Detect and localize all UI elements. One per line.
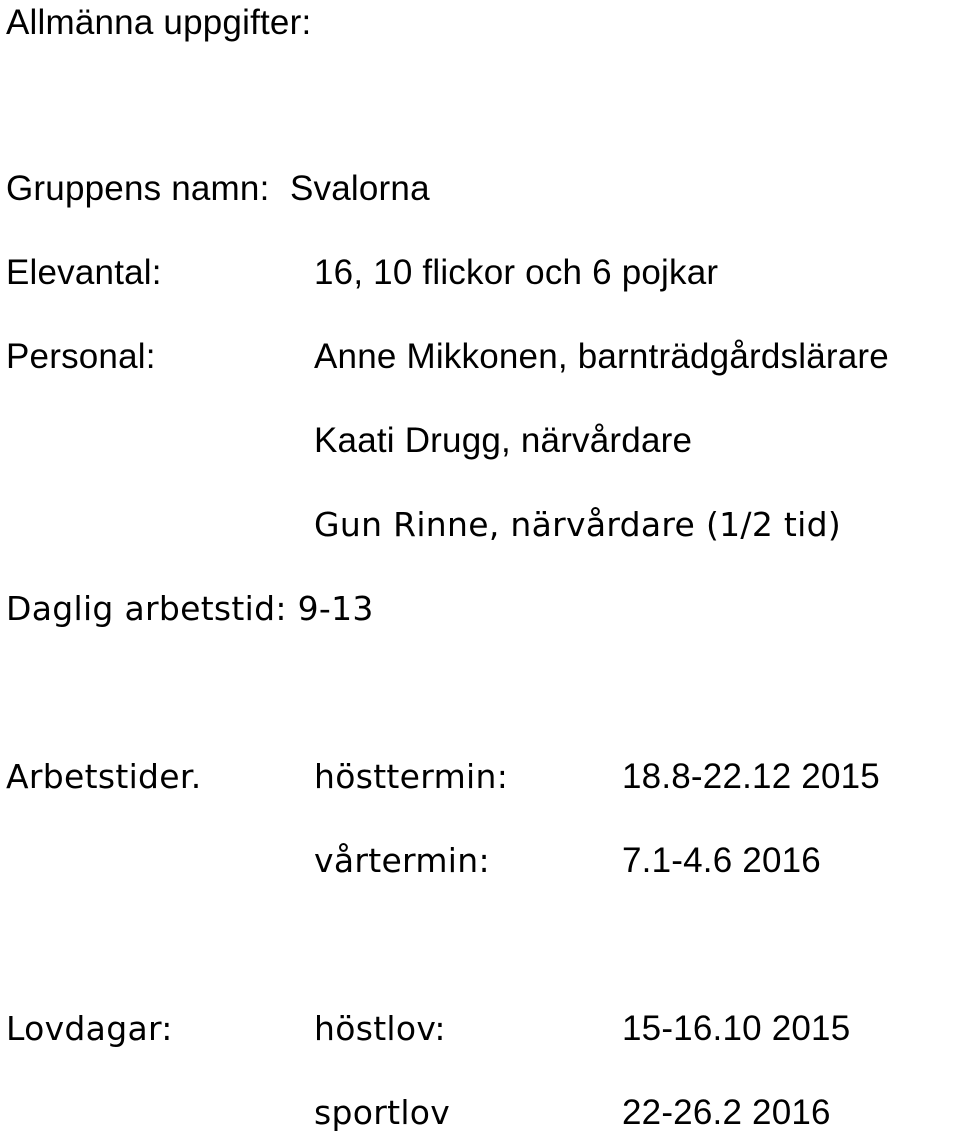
pupil-count-value: 16, 10 flickor och 6 pojkar: [314, 253, 719, 292]
staff-member: Gun Rinne, närvårdare (1/2 tid): [314, 505, 842, 544]
daily-hours: Daglig arbetstid: 9-13: [6, 589, 374, 628]
staff-label: Personal:: [6, 337, 156, 376]
staff-member: Anne Mikkonen, barnträdgårdslärare: [314, 337, 889, 376]
term-name: vårtermin:: [314, 841, 490, 880]
holiday-name: höstlov:: [314, 1009, 446, 1048]
holiday-dates: 22-26.2 2016: [622, 1093, 831, 1132]
terms-label: Arbetstider.: [6, 757, 202, 796]
group-name-value: Svalorna: [290, 169, 430, 208]
term-name: hösttermin:: [314, 757, 509, 796]
holidays-label: Lovdagar:: [6, 1009, 173, 1048]
term-dates: 7.1-4.6 2016: [622, 841, 821, 880]
term-dates: 18.8-22.12 2015: [622, 757, 880, 796]
holiday-name: sportlov: [314, 1093, 451, 1132]
page-heading: Allmänna uppgifter:: [6, 3, 312, 42]
pupil-count-label: Elevantal:: [6, 253, 162, 292]
holiday-dates: 15-16.10 2015: [622, 1009, 851, 1048]
group-name-label: Gruppens namn:: [6, 169, 270, 208]
staff-member: Kaati Drugg, närvårdare: [314, 421, 693, 460]
